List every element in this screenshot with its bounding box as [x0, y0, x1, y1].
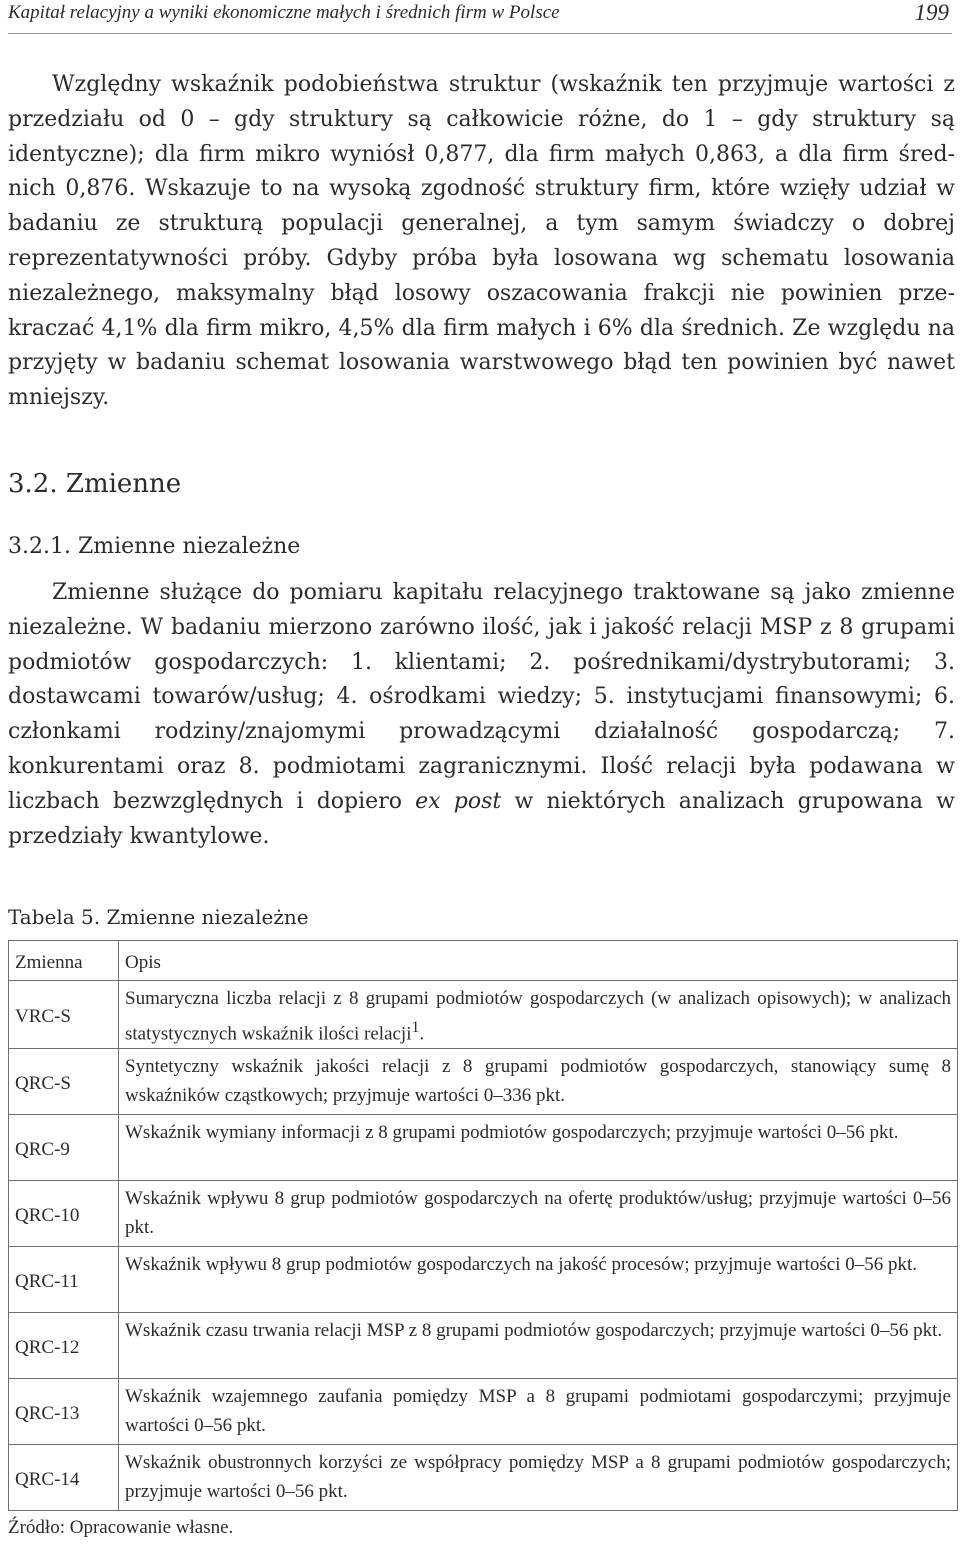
- variable-code: QRC-10: [9, 1181, 119, 1247]
- table-caption: Tabela 5. Zmienne niezależne: [8, 905, 309, 929]
- table-row: [9, 1049, 958, 1115]
- section-heading: 3.2. Zmienne: [8, 469, 182, 499]
- table-row: [9, 1445, 958, 1511]
- footnote-marker: 1: [411, 1019, 420, 1036]
- page-number: 199: [914, 0, 949, 25]
- table-row: [9, 1247, 958, 1313]
- variable-description: Syntetyczny wskaźnik jakości relacji z 8 grupami podmiotów gospodarczych, stanowiący sumę 8 wskaźników cząstkowych; przyjmuje wartości 0–336 pkt.: [119, 1049, 958, 1115]
- column-header-variable: Zmienna: [9, 941, 119, 981]
- variable-code: QRC-13: [9, 1379, 119, 1445]
- variable-code: QRC-9: [9, 1115, 119, 1181]
- table-row: [9, 1313, 958, 1379]
- paragraph-text-italic: ex post: [415, 788, 502, 814]
- variable-description: Wskaźnik wzajemnego zaufania pomiędzy MSP a 8 grupami podmiotami gospodarczymi; przyjmuje wartości 0–56 pkt.: [119, 1379, 958, 1445]
- description-end: .: [419, 1023, 425, 1045]
- variable-code: QRC-12: [9, 1313, 119, 1379]
- table-row: [9, 981, 958, 1049]
- variable-code: QRC-14: [9, 1445, 119, 1511]
- table-source-note: Źródło: Opracowanie własne.: [8, 1517, 234, 1538]
- column-header-description: Opis: [119, 941, 958, 981]
- variable-description: Wskaźnik wymiany informacji z 8 grupami podmiotów gospodarczych; przyjmuje wartości 0–56 pkt.: [119, 1115, 958, 1181]
- table-row: [9, 1115, 958, 1181]
- table-header-row: [9, 941, 958, 981]
- running-head-title: Kapitał relacyjny a wyniki ekonomiczne małych i średnich firm w Polsce: [8, 2, 560, 23]
- table-row: [9, 1181, 958, 1247]
- description-text: Sumaryczna liczba relacji z 8 grupami podmiotów gospodarczych (w analizach opisowych); w analizach statystycznych wskaźnik ilości relacji: [125, 988, 951, 1045]
- variable-description: Wskaźnik czasu trwania relacji MSP z 8 grupami podmiotów gospodarczych; przyjmuje wartości 0–56 pkt.: [119, 1313, 958, 1379]
- paragraph-text-part-2: w niektórych analizach grupowana w przedziały kwantylowe.: [8, 788, 955, 849]
- variable-description: Wskaźnik obustronnych korzyści ze współpracy pomiędzy MSP a 8 grupami podmiotów gospodarczych; przyjmuje wartości 0–56 pkt.: [119, 1445, 958, 1511]
- paragraph-sample-similarity: Względny wskaźnik podobieństwa struktur (wskaźnik ten przyjmuje wartości z przedziału od 0 – gdy struktury są całkowicie różne, do 1 – gdy struktury są identyczne); dla firm mikro wyniósł 0,877, dla firm małych 0,863, a dla firm średnich 0,876. Wskazuje to na wysoką zgodność struktury firm, które wzięły udział w badaniu ze strukturą populacji generalnej, a tym samym świadczy o dobrej reprezentatywności próby. Gdyby próba była losowana wg schematu losowania niezależnego, maksymalny błąd losowy oszacowania frakcji nie powinien przekraczać 4,1% dla firm mikro, 4,5% dla firm małych i 6% dla średnich. Ze względu na przyjęty w badaniu schemat losowania warstwowego błąd ten powinien być nawet mniejszy.: [8, 72, 955, 411]
- table-row: [9, 1379, 958, 1445]
- variable-description: Wskaźnik wpływu 8 grup podmiotów gospodarczych na ofertę produktów/usług; przyjmuje wartości 0–56 pkt.: [119, 1181, 958, 1247]
- paragraph-independent-variables: [8, 576, 955, 854]
- subsection-heading: 3.2.1. Zmienne niezależne: [8, 534, 301, 559]
- variable-description: Wskaźnik wpływu 8 grup podmiotów gospodarczych na jakość procesów; przyjmuje wartości 0–56 pkt.: [119, 1247, 958, 1313]
- variables-table: [8, 940, 958, 1511]
- paragraph-text-part-1: Zmienne służące do pomiaru kapitału relacyjnego traktowane są jako zmienne niezależne. W badaniu mierzono zarówno ilość, jak i jakość relacji MSP z 8 grupami podmiotów gospodarczych: 1. klientami; 2. pośrednikami/dystrybutorami; 3. dostawcami towarów/usług; 4. ośrodkami wiedzy; 5. instytucjami finansowymi; 6. członkami rodziny/znajomymi prowadzącymi działalność gospodarczą; 7. konkurentami oraz 8. podmiotami zagranicznymi. Ilość relacji była podawana w liczbach bezwzględnych i dopiero: [8, 580, 955, 814]
- variable-code: QRC-11: [9, 1247, 119, 1313]
- variable-code: VRC-S: [9, 981, 119, 1049]
- running-head: [8, 0, 952, 34]
- variable-description: [119, 981, 958, 1049]
- variable-code: QRC-S: [9, 1049, 119, 1115]
